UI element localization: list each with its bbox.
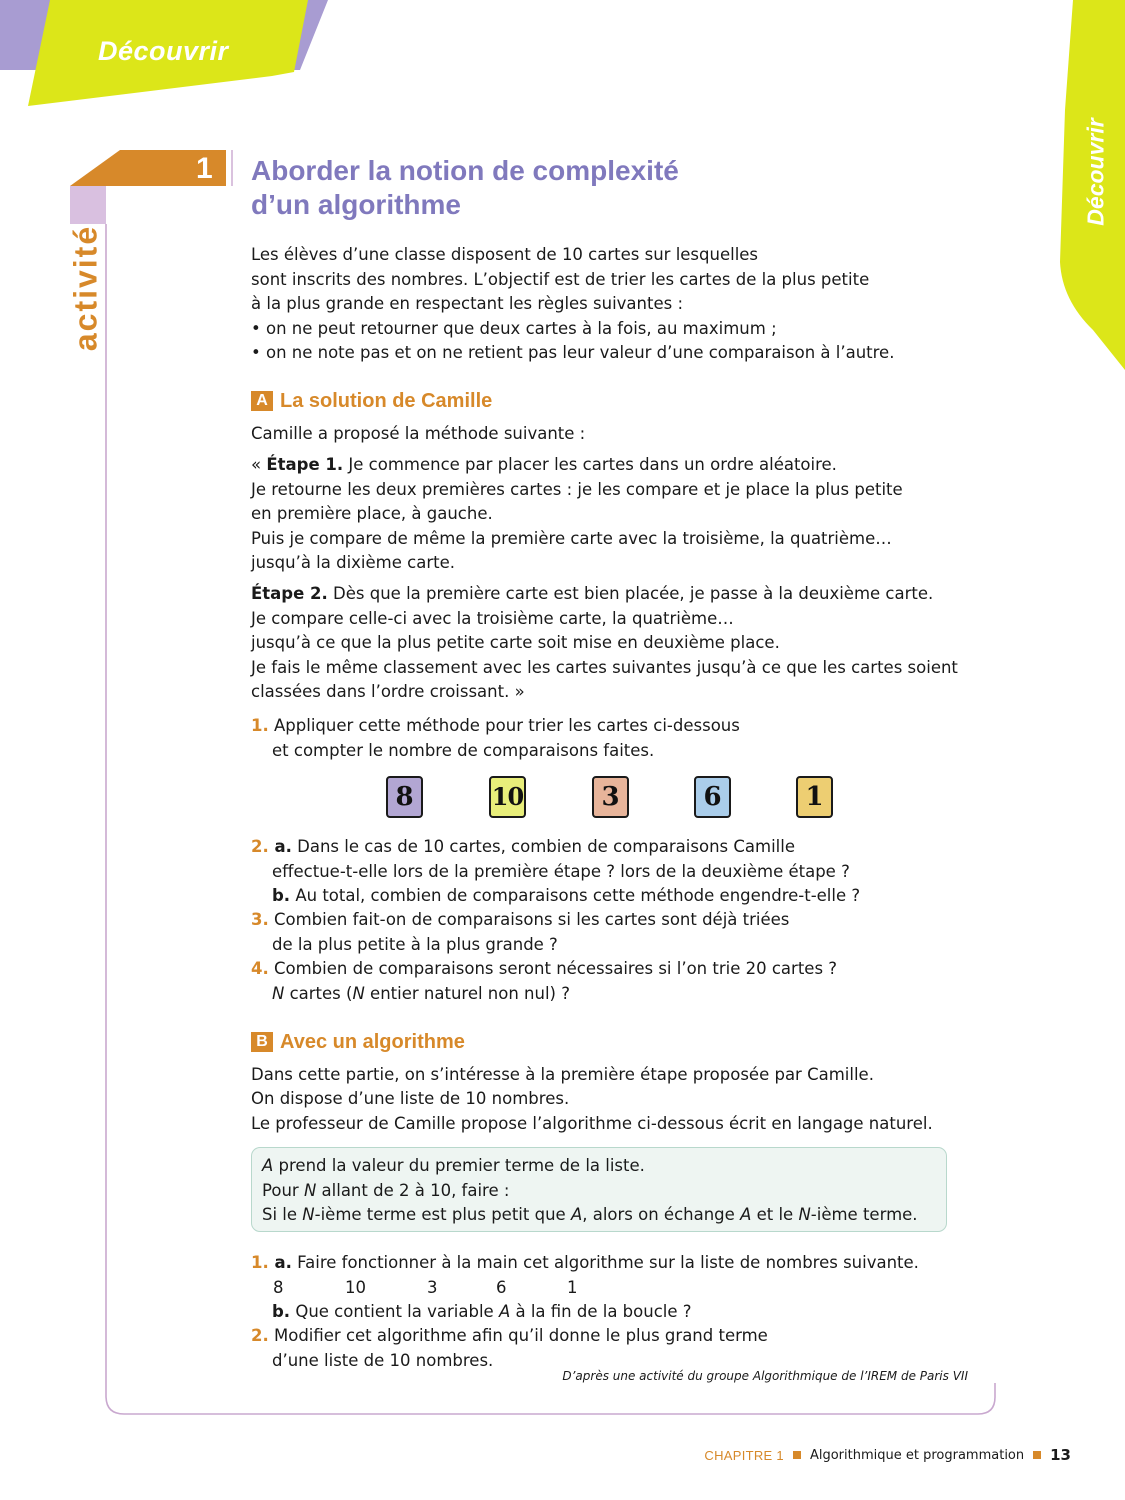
question-text: Combien fait-on de comparaisons si les cartes sont déjà triées bbox=[268, 910, 790, 929]
card bbox=[694, 776, 731, 818]
step2-line: classées dans l’ordre croissant. » bbox=[251, 682, 525, 701]
step1-first-line bbox=[251, 453, 837, 478]
question-a2a bbox=[251, 835, 795, 860]
text: , alors on échange bbox=[582, 1205, 741, 1224]
card bbox=[796, 776, 833, 818]
text: Pour bbox=[262, 1181, 304, 1200]
question-b2 bbox=[251, 1324, 768, 1349]
text: allant de 2 à 10, faire : bbox=[316, 1181, 510, 1200]
question-text: Combien de comparaisons seront nécessaires si l’on trie 20 cartes ? bbox=[268, 959, 838, 978]
text: cartes ( bbox=[284, 984, 353, 1003]
footer-title: Algorithmique et programmation bbox=[809, 1447, 1025, 1463]
activity-label: activité bbox=[67, 224, 104, 352]
header-tab-label: Découvrir bbox=[98, 36, 229, 66]
sub-label: a. bbox=[268, 1253, 292, 1272]
question-a3 bbox=[251, 908, 789, 933]
intro-line: sont inscrits des nombres. L’objectif est de trier les cartes de la plus petite bbox=[251, 270, 870, 289]
card-value: 1 bbox=[805, 782, 824, 812]
sub-label: b. bbox=[272, 1302, 291, 1321]
section-b-title: Avec un algorithme bbox=[280, 1031, 465, 1053]
section-a-lead: Camille a proposé la méthode suivante : bbox=[251, 424, 586, 443]
variable: A bbox=[498, 1302, 511, 1321]
quote-open: « bbox=[251, 455, 267, 474]
variable: N bbox=[352, 984, 365, 1003]
title-line-2: d’un algorithme bbox=[251, 189, 461, 220]
activity-number: 1 bbox=[196, 152, 213, 185]
question-text: Modifier cet algorithme afin qu’il donne le plus grand terme bbox=[268, 1326, 768, 1345]
step2-line: Je compare celle-ci avec la troisième carte, la quatrième… bbox=[251, 609, 734, 628]
step2-line: jusqu’à ce que la plus petite carte soit mise en deuxième place. bbox=[251, 633, 780, 652]
variable: N bbox=[302, 1205, 315, 1224]
activity-side-block bbox=[70, 186, 106, 224]
card bbox=[489, 776, 526, 818]
text: -ième terme. bbox=[810, 1205, 918, 1224]
section-b-intro: On dispose d’une liste de 10 nombres. bbox=[251, 1089, 570, 1108]
footer-square-icon bbox=[793, 1451, 801, 1459]
section-b-letter: B bbox=[251, 1032, 273, 1052]
text: Que contient la variable bbox=[290, 1302, 499, 1321]
question-number: 1. bbox=[251, 1253, 269, 1272]
text: et le bbox=[751, 1205, 799, 1224]
question-b1a bbox=[251, 1251, 919, 1276]
text: Si le bbox=[262, 1205, 303, 1224]
card-value: 8 bbox=[395, 782, 414, 812]
algorithm-line bbox=[262, 1179, 509, 1204]
step1-text: Je commence par placer les cartes dans un ordre aléatoire. bbox=[343, 455, 837, 474]
intro-line: à la plus grande en respectant les règles suivantes : bbox=[251, 294, 684, 313]
step1-label: Étape 1. bbox=[266, 455, 344, 474]
footer-square-icon bbox=[1033, 1451, 1041, 1459]
question-a3-cont: de la plus petite à la plus grande ? bbox=[272, 935, 558, 954]
step1-line: Puis je compare de même la première carte avec la troisième, la quatrième… bbox=[251, 529, 892, 548]
page-number: 13 bbox=[1050, 1446, 1071, 1464]
question-b1b bbox=[272, 1300, 692, 1325]
step1-line: en première place, à gauche. bbox=[251, 504, 493, 523]
list-value: 6 bbox=[496, 1278, 507, 1297]
activity-title bbox=[251, 154, 679, 222]
question-a4-cont bbox=[272, 982, 570, 1007]
question-text: Appliquer cette méthode pour trier les cartes ci-dessous bbox=[268, 716, 740, 735]
card bbox=[592, 776, 629, 818]
question-a1-cont: et compter le nombre de comparaisons faites. bbox=[272, 741, 655, 760]
step2-line: Je fais le même classement avec les cartes suivantes jusqu’à ce que les cartes soient bbox=[251, 658, 958, 677]
question-b2-cont: d’une liste de 10 nombres. bbox=[272, 1351, 494, 1370]
question-a2b bbox=[272, 884, 860, 909]
intro-line: Les élèves d’une classe disposent de 10 cartes sur lesquelles bbox=[251, 245, 759, 264]
card bbox=[386, 776, 423, 818]
intro-bullet: • on ne peut retourner que deux cartes à la fois, au maximum ; bbox=[251, 319, 777, 338]
algorithm-line bbox=[262, 1203, 918, 1228]
list-value: 10 bbox=[345, 1278, 366, 1297]
page-footer bbox=[704, 1446, 1071, 1464]
list-value: 3 bbox=[427, 1278, 438, 1297]
step1-line: jusqu’à la dixième carte. bbox=[251, 553, 455, 572]
text: -ième terme est plus petit que bbox=[314, 1205, 571, 1224]
question-a1 bbox=[251, 714, 740, 739]
variable: A bbox=[262, 1156, 274, 1175]
card-value: 10 bbox=[491, 782, 524, 811]
section-a-heading bbox=[251, 389, 492, 414]
title-line-1: Aborder la notion de complexité bbox=[251, 155, 679, 186]
section-a-title: La solution de Camille bbox=[280, 390, 493, 412]
question-number: 4. bbox=[251, 959, 269, 978]
question-number: 2. bbox=[251, 837, 269, 856]
question-number: 1. bbox=[251, 716, 269, 735]
question-number: 3. bbox=[251, 910, 269, 929]
question-text: Au total, combien de comparaisons cette méthode engendre-t-elle ? bbox=[290, 886, 861, 905]
list-value: 1 bbox=[567, 1278, 578, 1297]
text: entier naturel non nul) ? bbox=[364, 984, 570, 1003]
variable: A bbox=[740, 1205, 752, 1224]
step2-text: Dès que la première carte est bien placée, je passe à la deuxième carte. bbox=[327, 584, 934, 603]
question-text: Faire fonctionner à la main cet algorithme sur la liste de nombres suivante. bbox=[291, 1253, 919, 1272]
variable: N bbox=[303, 1181, 317, 1200]
variable: N bbox=[272, 984, 285, 1003]
sub-label: b. bbox=[272, 886, 291, 905]
source-credit: D’après une activité du groupe Algorithmique de l’IREM de Paris VII bbox=[562, 1369, 968, 1383]
card-value: 6 bbox=[703, 782, 722, 812]
card-value: 3 bbox=[601, 782, 620, 812]
question-text: Dans le cas de 10 cartes, combien de comparaisons Camille bbox=[291, 837, 795, 856]
algorithm-line bbox=[262, 1154, 645, 1179]
intro-bullet: • on ne note pas et on ne retient pas leur valeur d’une comparaison à l’autre. bbox=[251, 343, 895, 362]
step2-label: Étape 2. bbox=[251, 584, 328, 603]
sub-label: a. bbox=[268, 837, 292, 856]
footer-chapter: CHAPITRE 1 bbox=[704, 1447, 784, 1463]
section-b-intro: Le professeur de Camille propose l’algorithme ci-dessous écrit en langage naturel. bbox=[251, 1114, 933, 1133]
section-b-heading bbox=[251, 1030, 465, 1055]
list-value: 8 bbox=[273, 1278, 284, 1297]
question-a4 bbox=[251, 957, 837, 982]
text: à la fin de la boucle ? bbox=[510, 1302, 692, 1321]
step1-line: Je retourne les deux premières cartes : je les compare et je place la plus petite bbox=[251, 480, 903, 499]
variable: A bbox=[570, 1205, 583, 1224]
variable: N bbox=[798, 1205, 811, 1224]
section-a-letter: A bbox=[251, 391, 273, 411]
step2-first-line bbox=[251, 582, 933, 607]
text: prend la valeur du premier terme de la liste. bbox=[273, 1156, 645, 1175]
activity-frame-line bbox=[106, 224, 995, 1414]
side-tab-label: Découvrir bbox=[1082, 118, 1109, 226]
question-number: 2. bbox=[251, 1326, 269, 1345]
section-b-intro: Dans cette partie, on s’intéresse à la première étape proposée par Camille. bbox=[251, 1065, 874, 1084]
question-a2a-cont: effectue-t-elle lors de la première étape ? lors de la deuxième étape ? bbox=[272, 862, 850, 881]
